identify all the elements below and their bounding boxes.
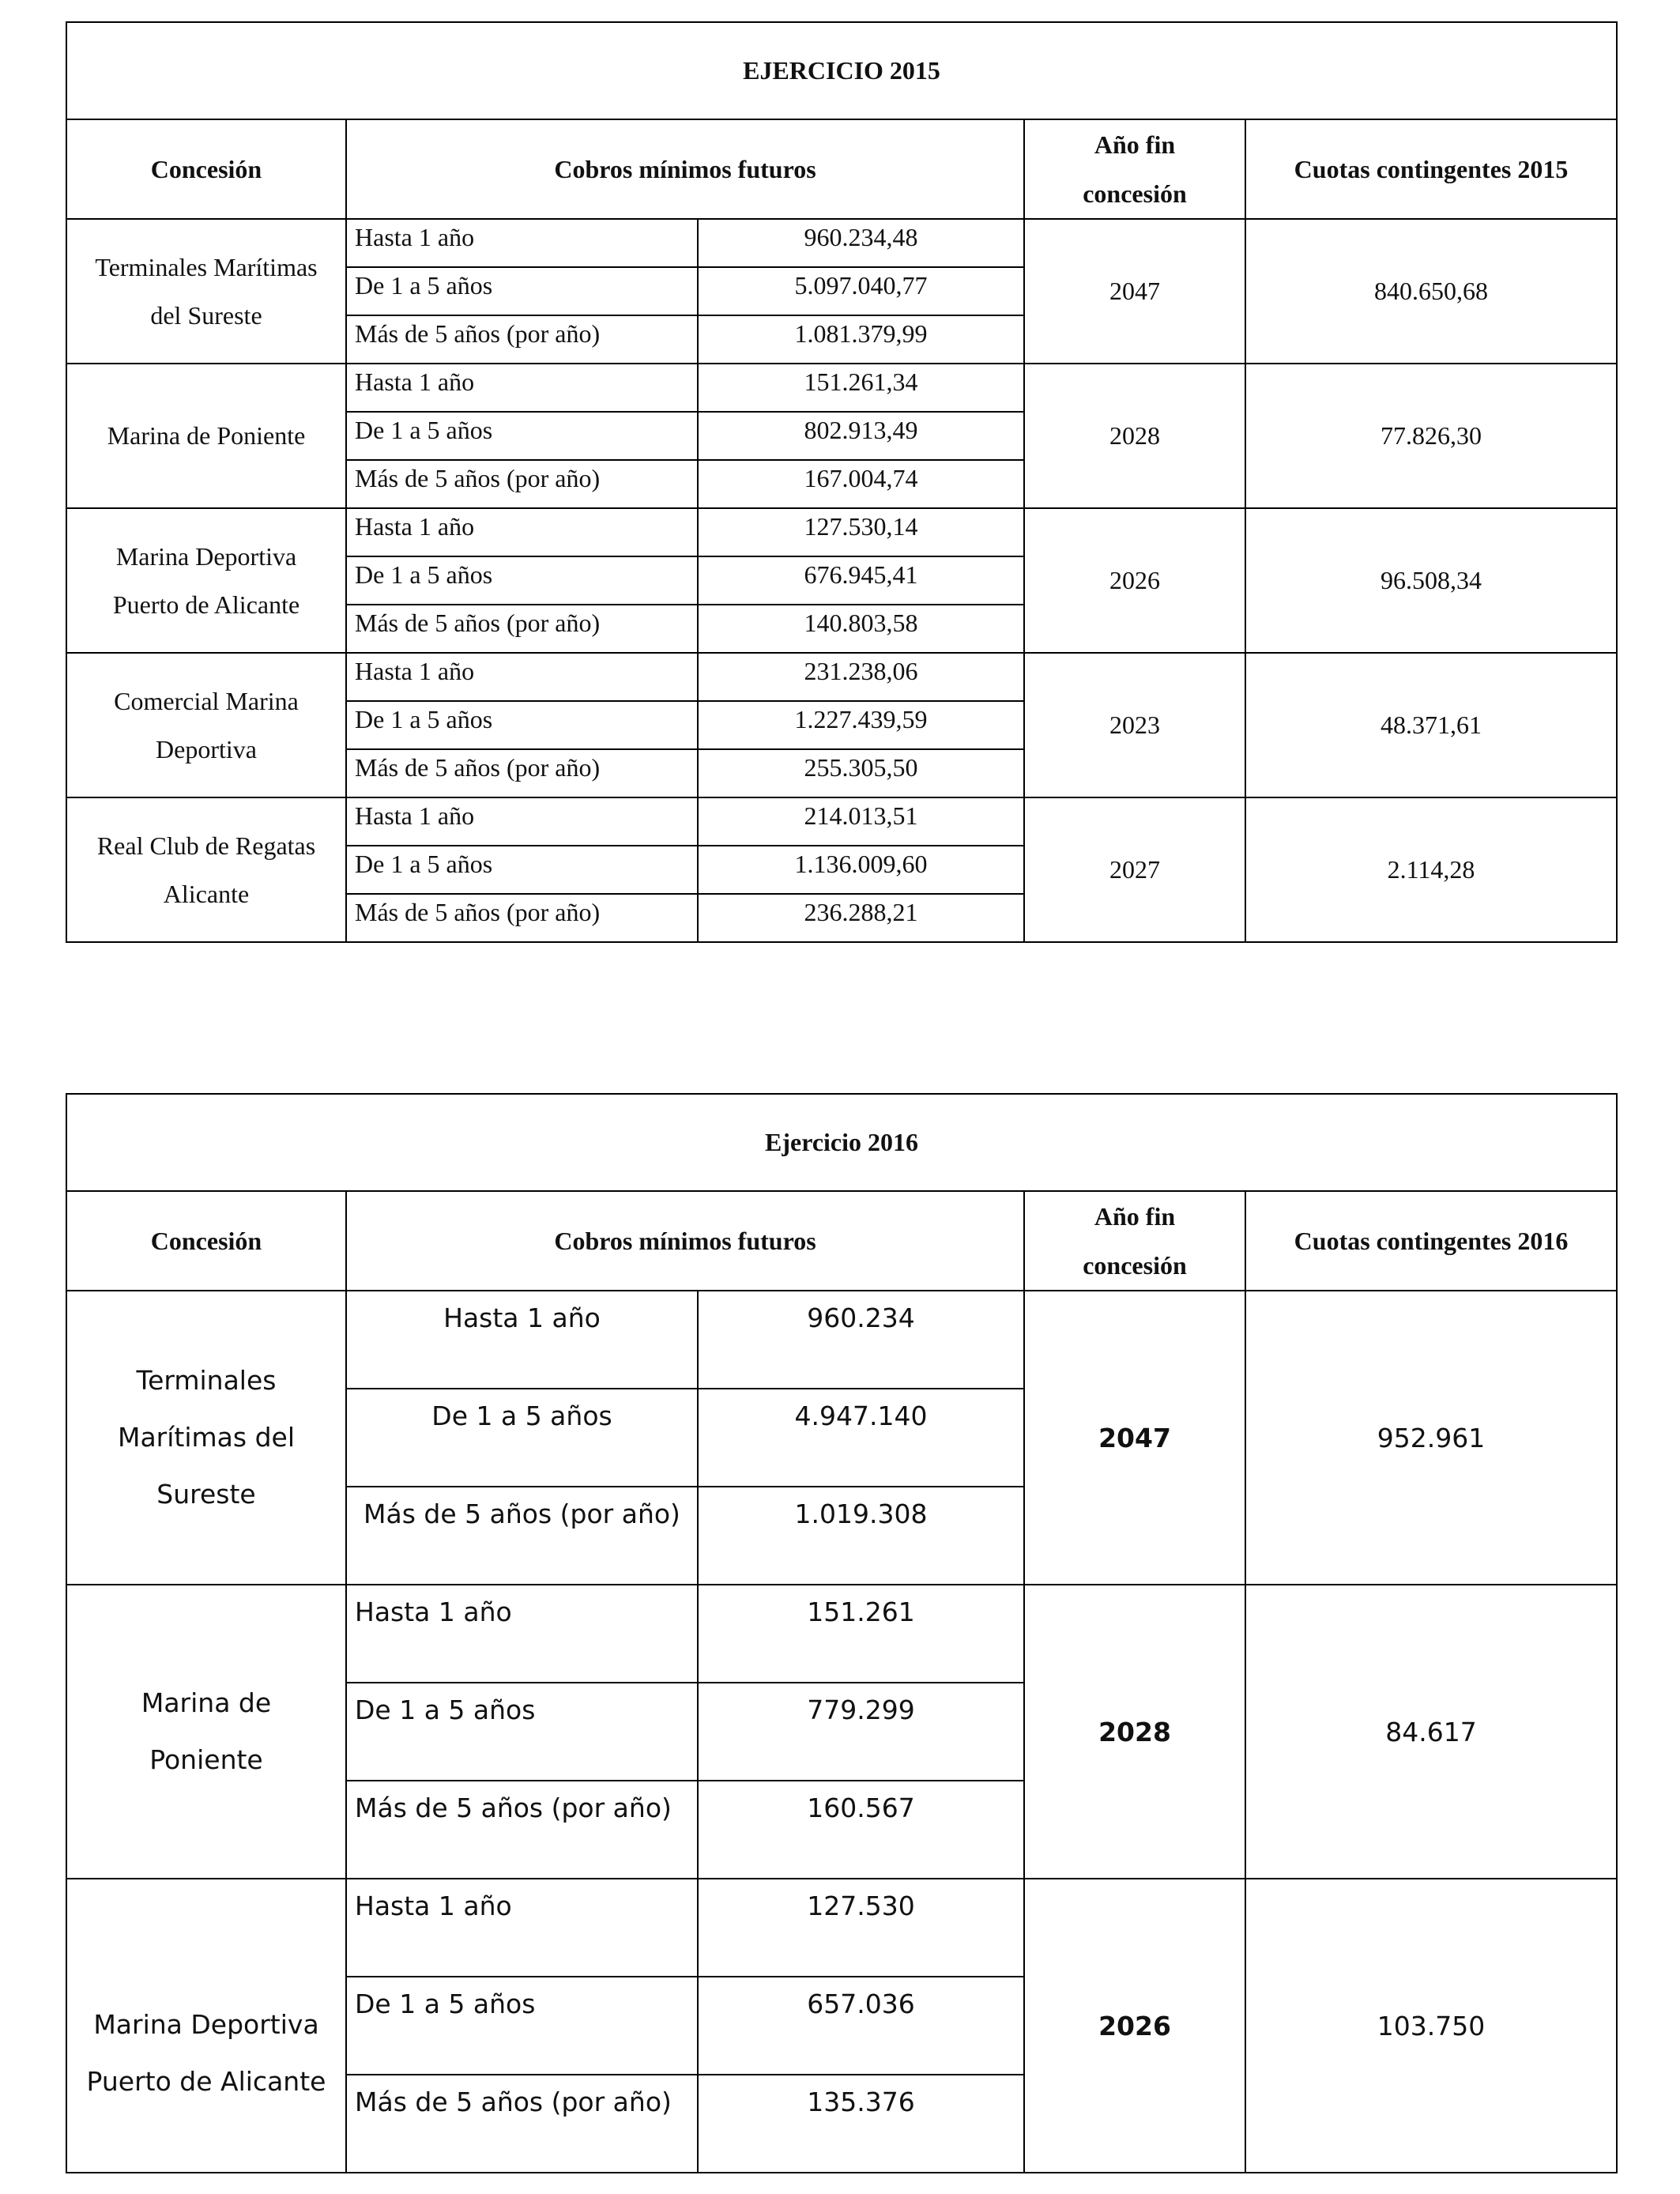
- period-label: Hasta 1 año: [346, 653, 698, 701]
- period-label: Más de 5 años (por año): [346, 315, 698, 364]
- table-row: [66, 364, 1617, 412]
- concession-name-line1: Marina Deportiva: [115, 541, 297, 571]
- concession-name-line2: Alicante: [163, 879, 250, 908]
- end-year: 2047: [1024, 1291, 1245, 1585]
- amount-value: 1.136.009,60: [698, 846, 1024, 894]
- table-title: EJERCICIO 2015: [66, 22, 1617, 119]
- contingent-fee: 840.650,68: [1245, 219, 1617, 364]
- period-label: Más de 5 años (por año): [346, 460, 698, 508]
- header-concesion: Concesión: [66, 1191, 346, 1291]
- amount-value: 160.567: [698, 1781, 1024, 1879]
- period-label: Hasta 1 año: [346, 1585, 698, 1683]
- amount-value: 127.530,14: [698, 508, 1024, 556]
- period-label: Más de 5 años (por año): [346, 1487, 698, 1585]
- period-label: De 1 a 5 años: [346, 1389, 698, 1487]
- header-anio-fin: [1024, 119, 1245, 219]
- amount-value: 167.004,74: [698, 460, 1024, 508]
- period-label: Más de 5 años (por año): [346, 605, 698, 653]
- period-label: De 1 a 5 años: [346, 701, 698, 749]
- concession-name: [66, 364, 346, 508]
- table-row: [66, 797, 1617, 846]
- concession-name: [66, 1585, 346, 1879]
- amount-value: 231.238,06: [698, 653, 1024, 701]
- header-cuotas: Cuotas contingentes 2015: [1245, 119, 1617, 219]
- end-year: 2028: [1024, 364, 1245, 508]
- contingent-fee: 96.508,34: [1245, 508, 1617, 653]
- table-row: [66, 219, 1617, 267]
- header-anio-line2: concesión: [1083, 179, 1187, 208]
- header-cuotas: Cuotas contingentes 2016: [1245, 1191, 1617, 1291]
- contingent-fee: 77.826,30: [1245, 364, 1617, 508]
- concession-name-line2: del Sureste: [150, 300, 262, 330]
- period-label: Más de 5 años (por año): [346, 1781, 698, 1879]
- period-label: Hasta 1 año: [346, 1291, 698, 1389]
- concession-name-line1: Marina de: [141, 1687, 272, 1718]
- period-label: Más de 5 años (por año): [346, 749, 698, 797]
- period-label: Hasta 1 año: [346, 797, 698, 846]
- concession-name-line1: Terminales Marítimas: [95, 252, 318, 281]
- amount-value: 236.288,21: [698, 894, 1024, 942]
- period-label: De 1 a 5 años: [346, 846, 698, 894]
- end-year: 2023: [1024, 653, 1245, 797]
- table-row: [66, 1291, 1617, 1389]
- concession-name-line1: Comercial Marina: [114, 686, 299, 715]
- concession-name-line2: Poniente: [149, 1744, 263, 1775]
- concession-name-line2: Deportiva: [156, 734, 257, 763]
- amount-value: 151.261: [698, 1585, 1024, 1683]
- concession-name: [66, 797, 346, 942]
- concession-name-line2: Marítimas del: [117, 1422, 295, 1453]
- period-label: Hasta 1 año: [346, 364, 698, 412]
- end-year: 2027: [1024, 797, 1245, 942]
- period-label: Hasta 1 año: [346, 1879, 698, 1977]
- header-cobros: Cobros mínimos futuros: [346, 119, 1024, 219]
- end-year: 2028: [1024, 1585, 1245, 1879]
- amount-value: 214.013,51: [698, 797, 1024, 846]
- table-row: [66, 508, 1617, 556]
- contingent-fee: 2.114,28: [1245, 797, 1617, 942]
- amount-value: 140.803,58: [698, 605, 1024, 653]
- header-anio-line1: Año fin: [1094, 1202, 1176, 1231]
- header-concesion: Concesión: [66, 119, 346, 219]
- contingent-fee: 952.961: [1245, 1291, 1617, 1585]
- amount-value: 1.019.308: [698, 1487, 1024, 1585]
- concession-name-line3: Sureste: [156, 1479, 256, 1510]
- concession-name: [66, 219, 346, 364]
- concession-name-line2: Puerto de Alicante: [86, 2066, 326, 2097]
- amount-value: 960.234,48: [698, 219, 1024, 267]
- header-anio-line1: Año fin: [1094, 130, 1176, 159]
- period-label: De 1 a 5 años: [346, 1977, 698, 2075]
- period-label: De 1 a 5 años: [346, 267, 698, 315]
- amount-value: 135.376: [698, 2075, 1024, 2173]
- concession-name-line2: Puerto de Alicante: [112, 590, 300, 619]
- header-cobros: Cobros mínimos futuros: [346, 1191, 1024, 1291]
- table-row: [66, 1585, 1617, 1683]
- period-label: De 1 a 5 años: [346, 1683, 698, 1781]
- table-2015: [66, 21, 1618, 943]
- period-label: De 1 a 5 años: [346, 556, 698, 605]
- table-row: [66, 1879, 1617, 1977]
- contingent-fee: 48.371,61: [1245, 653, 1617, 797]
- amount-value: 960.234: [698, 1291, 1024, 1389]
- amount-value: 1.081.379,99: [698, 315, 1024, 364]
- table-title: Ejercicio 2016: [66, 1094, 1617, 1191]
- table-2016: [66, 1093, 1618, 2173]
- end-year: 2026: [1024, 1879, 1245, 2173]
- concession-name: [66, 1291, 346, 1585]
- amount-value: 4.947.140: [698, 1389, 1024, 1487]
- period-label: De 1 a 5 años: [346, 412, 698, 460]
- table-row: [66, 653, 1617, 701]
- header-anio-fin: [1024, 1191, 1245, 1291]
- concession-name: [66, 508, 346, 653]
- contingent-fee: 103.750: [1245, 1879, 1617, 2173]
- header-anio-line2: concesión: [1083, 1251, 1187, 1280]
- period-label: Hasta 1 año: [346, 508, 698, 556]
- period-label: Más de 5 años (por año): [346, 2075, 698, 2173]
- concession-name: [66, 1879, 346, 2173]
- amount-value: 676.945,41: [698, 556, 1024, 605]
- period-label: Hasta 1 año: [346, 219, 698, 267]
- amount-value: 802.913,49: [698, 412, 1024, 460]
- amount-value: 657.036: [698, 1977, 1024, 2075]
- end-year: 2026: [1024, 508, 1245, 653]
- concession-name-line1: Terminales: [136, 1365, 277, 1396]
- concession-name-line1: Real Club de Regatas: [96, 831, 316, 860]
- amount-value: 255.305,50: [698, 749, 1024, 797]
- amount-value: 151.261,34: [698, 364, 1024, 412]
- amount-value: 127.530: [698, 1879, 1024, 1977]
- concession-name-line1: Marina Deportiva: [93, 2009, 319, 2040]
- contingent-fee: 84.617: [1245, 1585, 1617, 1879]
- amount-value: 779.299: [698, 1683, 1024, 1781]
- period-label: Más de 5 años (por año): [346, 894, 698, 942]
- concession-name-line1: Marina de Poniente: [107, 421, 306, 450]
- amount-value: 5.097.040,77: [698, 267, 1024, 315]
- concession-name: [66, 653, 346, 797]
- amount-value: 1.227.439,59: [698, 701, 1024, 749]
- end-year: 2047: [1024, 219, 1245, 364]
